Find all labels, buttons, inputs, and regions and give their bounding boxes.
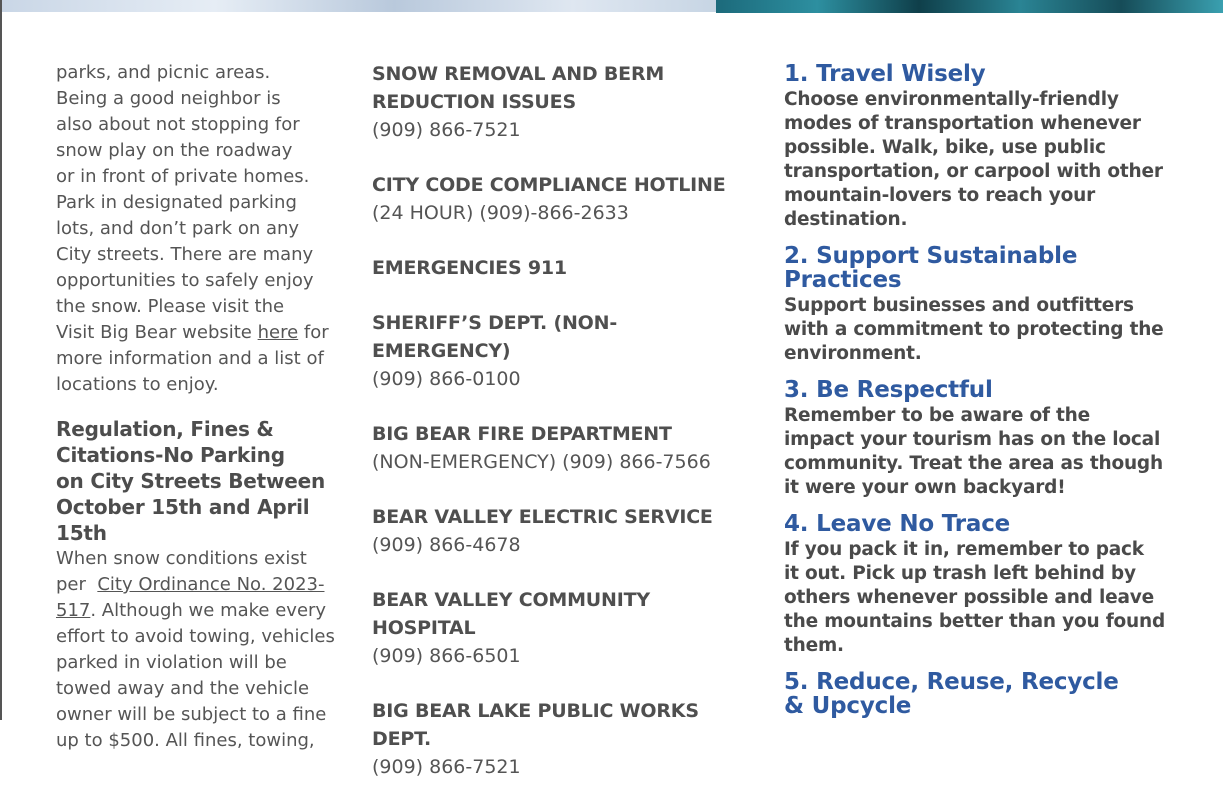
- body-line: possible. Walk, bike, use public: [784, 137, 1106, 158]
- contact-phone: (909) 866-4678: [372, 534, 521, 556]
- column-snow-play-info: [56, 60, 341, 754]
- heading-line: Regulation, Fines &: [56, 417, 274, 441]
- contact-phone: (909) 866-6501: [372, 645, 521, 667]
- text-line: more information and a list of: [56, 348, 324, 369]
- contact-name: CITY CODE COMPLIANCE HOTLINE: [372, 174, 726, 196]
- contact-fire-department: [372, 420, 752, 476]
- top-banner-image-left: [0, 0, 716, 12]
- body-line: Support businesses and outfitters: [784, 295, 1134, 316]
- tip-body: [784, 538, 1184, 658]
- body-line: community. Treat the area as though: [784, 453, 1163, 474]
- contact-phone: (NON-EMERGENCY) (909) 866-7566: [372, 451, 711, 473]
- visit-big-bear-link[interactable]: here: [257, 322, 299, 343]
- body-line: destination.: [784, 209, 908, 230]
- contact-name: BIG BEAR FIRE DEPARTMENT: [372, 423, 672, 445]
- text-line: or in front of private homes.: [56, 166, 310, 187]
- contact-electric-service: [372, 503, 752, 559]
- body-line: Choose environmentally-friendly: [784, 89, 1119, 110]
- text-line: parks, and picnic areas.: [56, 62, 271, 83]
- tip-body: [784, 294, 1184, 366]
- text-line: lots, and don’t park on any: [56, 218, 300, 239]
- tip-support-sustainable: [784, 244, 1184, 366]
- body-line: it were your own backyard!: [784, 477, 1066, 498]
- body-line: the mountains better than you found: [784, 611, 1166, 632]
- intro-paragraph: [56, 60, 341, 398]
- text-line: When snow conditions exist: [56, 548, 307, 569]
- column-sustainable-tips: [784, 62, 1184, 730]
- contact-phone: (24 HOUR) (909)-866-2633: [372, 202, 629, 224]
- contact-name: BEAR VALLEY COMMUNITY HOSPITAL: [372, 589, 650, 639]
- contact-sheriff: [372, 309, 752, 393]
- contact-phone: (909) 866-7521: [372, 756, 521, 778]
- regulation-rest: . Although we make every: [90, 600, 327, 621]
- body-line: impact your tourism has on the local: [784, 429, 1161, 450]
- text-line: opportunities to safely enjoy: [56, 270, 314, 291]
- regulation-heading: [56, 416, 341, 546]
- contact-phone: (909) 866-0100: [372, 368, 521, 390]
- text-line: [56, 320, 341, 346]
- heading-line: Citations-No Parking: [56, 443, 285, 467]
- tip-title: 1. Travel Wisely: [784, 61, 986, 87]
- text-line: effort to avoid towing, vehicles: [56, 626, 335, 647]
- tip-title: 5. Reduce, Reuse, Recycle: [784, 669, 1119, 695]
- tip-title: & Upcycle: [784, 693, 912, 719]
- contact-name: SHERIFF’S DEPT. (NON-EMERGENCY): [372, 312, 617, 362]
- contact-name: EMERGENCIES 911: [372, 257, 567, 279]
- tip-be-respectful: [784, 378, 1184, 500]
- visit-prefix: Visit Big Bear website: [56, 322, 258, 343]
- body-line: Remember to be aware of the: [784, 405, 1091, 426]
- contact-code-compliance: [372, 171, 752, 227]
- per-text: per: [56, 574, 98, 595]
- body-line: environment.: [784, 343, 922, 364]
- body-line: mountain-lovers to reach your: [784, 185, 1096, 206]
- tip-leave-no-trace: [784, 512, 1184, 658]
- body-line: them.: [784, 635, 844, 656]
- tip-title: 4. Leave No Trace: [784, 511, 1011, 537]
- contact-name: BIG BEAR LAKE PUBLIC WORKS DEPT.: [372, 700, 699, 750]
- text-line: [56, 598, 341, 624]
- heading-line: October 15th and April 15th: [56, 495, 310, 545]
- text-line: up to $500. All fines, towing,: [56, 730, 315, 751]
- contact-hospital: [372, 586, 752, 670]
- body-line: with a commitment to protecting the: [784, 319, 1164, 340]
- ordinance-link-continued[interactable]: 517: [56, 600, 91, 621]
- column-contact-numbers: [372, 60, 752, 808]
- text-line: Park in designated parking: [56, 192, 297, 213]
- text-line: the snow. Please visit the: [56, 296, 285, 317]
- body-line: modes of transportation whenever: [784, 113, 1141, 134]
- text-line: City streets. There are many: [56, 244, 314, 265]
- body-line: If you pack it in, remember to pack: [784, 539, 1144, 560]
- tip-title: 2. Support Sustainable: [784, 243, 1078, 269]
- body-line: others whenever possible and leave: [784, 587, 1154, 608]
- tip-body: [784, 88, 1184, 232]
- text-line: also about not stopping for: [56, 114, 300, 135]
- page-left-border: [0, 0, 2, 720]
- contact-name: REDUCTION ISSUES: [372, 91, 576, 113]
- contact-name: SNOW REMOVAL AND BERM: [372, 63, 665, 85]
- tip-title: 3. Be Respectful: [784, 377, 993, 403]
- text-line: owner will be subject to a fine: [56, 704, 327, 725]
- tip-reduce-reuse-recycle: [784, 670, 1184, 718]
- tip-title: Practices: [784, 267, 902, 293]
- text-line: snow play on the roadway: [56, 140, 293, 161]
- top-banner-image-right: [716, 0, 1223, 13]
- contact-emergencies: [372, 254, 752, 282]
- text-line: parked in violation will be: [56, 652, 287, 673]
- text-line: Being a good neighbor is: [56, 88, 281, 109]
- regulation-paragraph: [56, 546, 341, 754]
- text-line: towed away and the vehicle: [56, 678, 310, 699]
- body-line: it out. Pick up trash left behind by: [784, 563, 1136, 584]
- text-line: [56, 572, 341, 598]
- ordinance-link[interactable]: City Ordinance No. 2023-: [97, 574, 325, 595]
- heading-line: on City Streets Between: [56, 469, 326, 493]
- tip-body: [784, 404, 1184, 500]
- tip-travel-wisely: [784, 62, 1184, 232]
- contact-public-works: [372, 697, 752, 781]
- body-line: transportation, or carpool with other: [784, 161, 1163, 182]
- visit-suffix: for: [298, 322, 329, 343]
- contact-name: BEAR VALLEY ELECTRIC SERVICE: [372, 506, 713, 528]
- contact-snow-removal: [372, 60, 752, 144]
- text-line: locations to enjoy.: [56, 374, 219, 395]
- contact-phone: (909) 866-7521: [372, 119, 521, 141]
